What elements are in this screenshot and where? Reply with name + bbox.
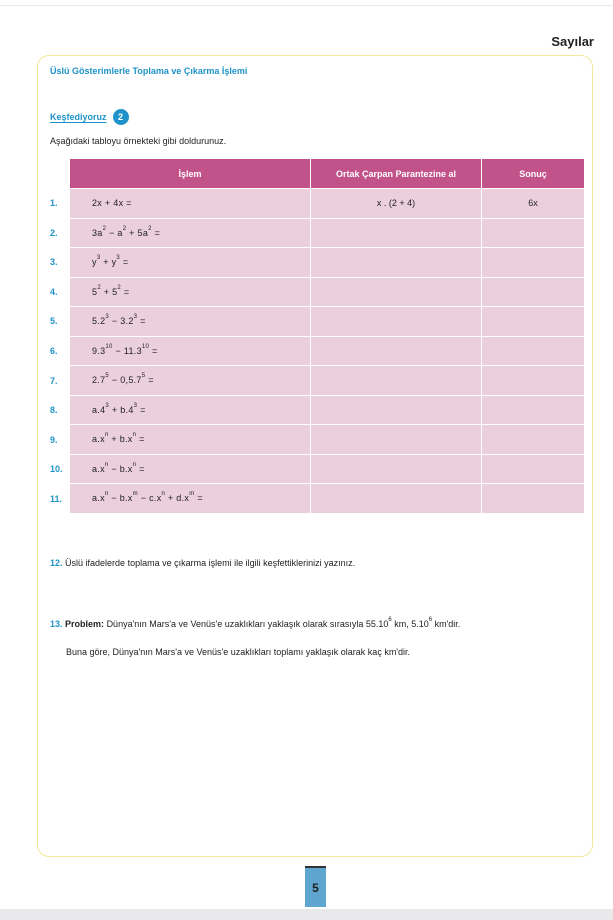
header-operation: İşlem bbox=[70, 159, 311, 189]
row-number: 9. bbox=[50, 434, 58, 445]
table-row bbox=[70, 277, 585, 307]
operation-cell: $a.x^n - b.x^m - c.x^n + d.x^m$ = bbox=[70, 484, 311, 514]
table-row bbox=[70, 395, 585, 425]
common-factor-cell[interactable] bbox=[311, 366, 482, 396]
common-factor-cell[interactable]: x . (2 + 4) bbox=[311, 189, 482, 219]
question-13-number: 13. bbox=[50, 619, 63, 629]
page-number: 5 bbox=[305, 866, 326, 907]
common-factor-cell[interactable] bbox=[311, 484, 482, 514]
row-number: 10. bbox=[50, 464, 63, 475]
row-number: 8. bbox=[50, 405, 58, 416]
problem-label: Problem: bbox=[65, 619, 105, 629]
question-13-text: Dünya'nın Mars'a ve Venüs'e uzaklıkları yaklaşık olarak sırasıyla 55.10$^6$ km, 5.10$^6$ km'dir. bbox=[106, 617, 461, 629]
table-row bbox=[70, 189, 585, 219]
table-row bbox=[70, 307, 585, 337]
row-number: 6. bbox=[50, 346, 58, 356]
result-cell[interactable] bbox=[482, 395, 585, 425]
row-number: 1. bbox=[50, 198, 58, 208]
result-cell[interactable] bbox=[482, 366, 585, 396]
table-row bbox=[70, 366, 585, 396]
common-factor-cell[interactable] bbox=[311, 307, 482, 337]
explore-heading bbox=[50, 109, 129, 125]
operation-cell: $5.2^3 - 3.2^3$ = bbox=[70, 307, 311, 337]
row-number: 3. bbox=[50, 257, 58, 268]
operation-cell: $2.7^5 - 0,5.7^5$ = bbox=[70, 366, 311, 396]
row-number: 5. bbox=[50, 316, 58, 327]
result-cell[interactable] bbox=[482, 248, 585, 278]
table-row bbox=[70, 484, 585, 514]
result-cell[interactable] bbox=[482, 425, 585, 455]
instruction-text: Aşağıdaki tabloyu örnekteki gibi doldurunuz. bbox=[50, 136, 227, 146]
result-cell[interactable] bbox=[482, 454, 585, 484]
row-number: 2. bbox=[50, 227, 58, 238]
operation-cell: $a.4^3 + b.4^3$ = bbox=[70, 395, 311, 425]
result-cell[interactable] bbox=[482, 277, 585, 307]
operation-cell: $9.3^{10} - 11.3^{10}$ = bbox=[70, 336, 311, 366]
operation-cell: $a.x^n - b.x^n$ = bbox=[70, 454, 311, 484]
header-common-factor: Ortak Çarpan Parantezine al bbox=[311, 159, 482, 189]
exercise-table bbox=[69, 158, 585, 514]
common-factor-cell[interactable] bbox=[311, 425, 482, 455]
table-row bbox=[70, 336, 585, 366]
common-factor-cell[interactable] bbox=[311, 395, 482, 425]
operation-cell: $3a^2 - a^2 + 5a^2$ = bbox=[70, 218, 311, 248]
chapter-title: Sayılar bbox=[551, 34, 594, 49]
table-row bbox=[70, 248, 585, 278]
result-cell[interactable] bbox=[482, 484, 585, 514]
table-header-row bbox=[70, 159, 585, 189]
operation-cell: 2x + 4x = bbox=[70, 189, 311, 219]
top-rule bbox=[0, 5, 613, 6]
common-factor-cell[interactable] bbox=[311, 277, 482, 307]
question-12-number: 12. bbox=[50, 558, 63, 568]
question-13 bbox=[50, 619, 460, 629]
question-13-followup: Buna göre, Dünya'nın Mars'a ve Venüs'e uzaklıkları toplamı yaklaşık olarak kaç km'dir. bbox=[66, 647, 411, 657]
section-title: Üslü Gösterimlerle Toplama ve Çıkarma İşlemi bbox=[50, 66, 248, 76]
row-number: 11. bbox=[50, 494, 63, 504]
header-result: Sonuç bbox=[482, 159, 585, 189]
common-factor-cell[interactable] bbox=[311, 454, 482, 484]
operation-cell: $y^3 + y^3$ = bbox=[70, 248, 311, 278]
operation-cell: $5^2 + 5^2$ = bbox=[70, 277, 311, 307]
explore-label: Keşfediyoruz bbox=[50, 112, 107, 122]
row-number: 4. bbox=[50, 286, 58, 297]
table-row bbox=[70, 454, 585, 484]
table-row bbox=[70, 425, 585, 455]
common-factor-cell[interactable] bbox=[311, 248, 482, 278]
result-cell[interactable] bbox=[482, 218, 585, 248]
result-cell[interactable] bbox=[482, 307, 585, 337]
operation-cell: $a.x^n + b.x^n$ = bbox=[70, 425, 311, 455]
result-cell[interactable]: 6x bbox=[482, 189, 585, 219]
common-factor-cell[interactable] bbox=[311, 218, 482, 248]
question-12 bbox=[50, 558, 355, 568]
bottom-bar bbox=[0, 909, 613, 920]
common-factor-cell[interactable] bbox=[311, 336, 482, 366]
result-cell[interactable] bbox=[482, 336, 585, 366]
table-row bbox=[70, 218, 585, 248]
question-12-text: Üslü ifadelerde toplama ve çıkarma işlemi ile ilgili keşfettiklerinizi yazınız. bbox=[65, 558, 356, 568]
explore-number-badge: 2 bbox=[113, 109, 129, 125]
row-number: 7. bbox=[50, 375, 58, 386]
